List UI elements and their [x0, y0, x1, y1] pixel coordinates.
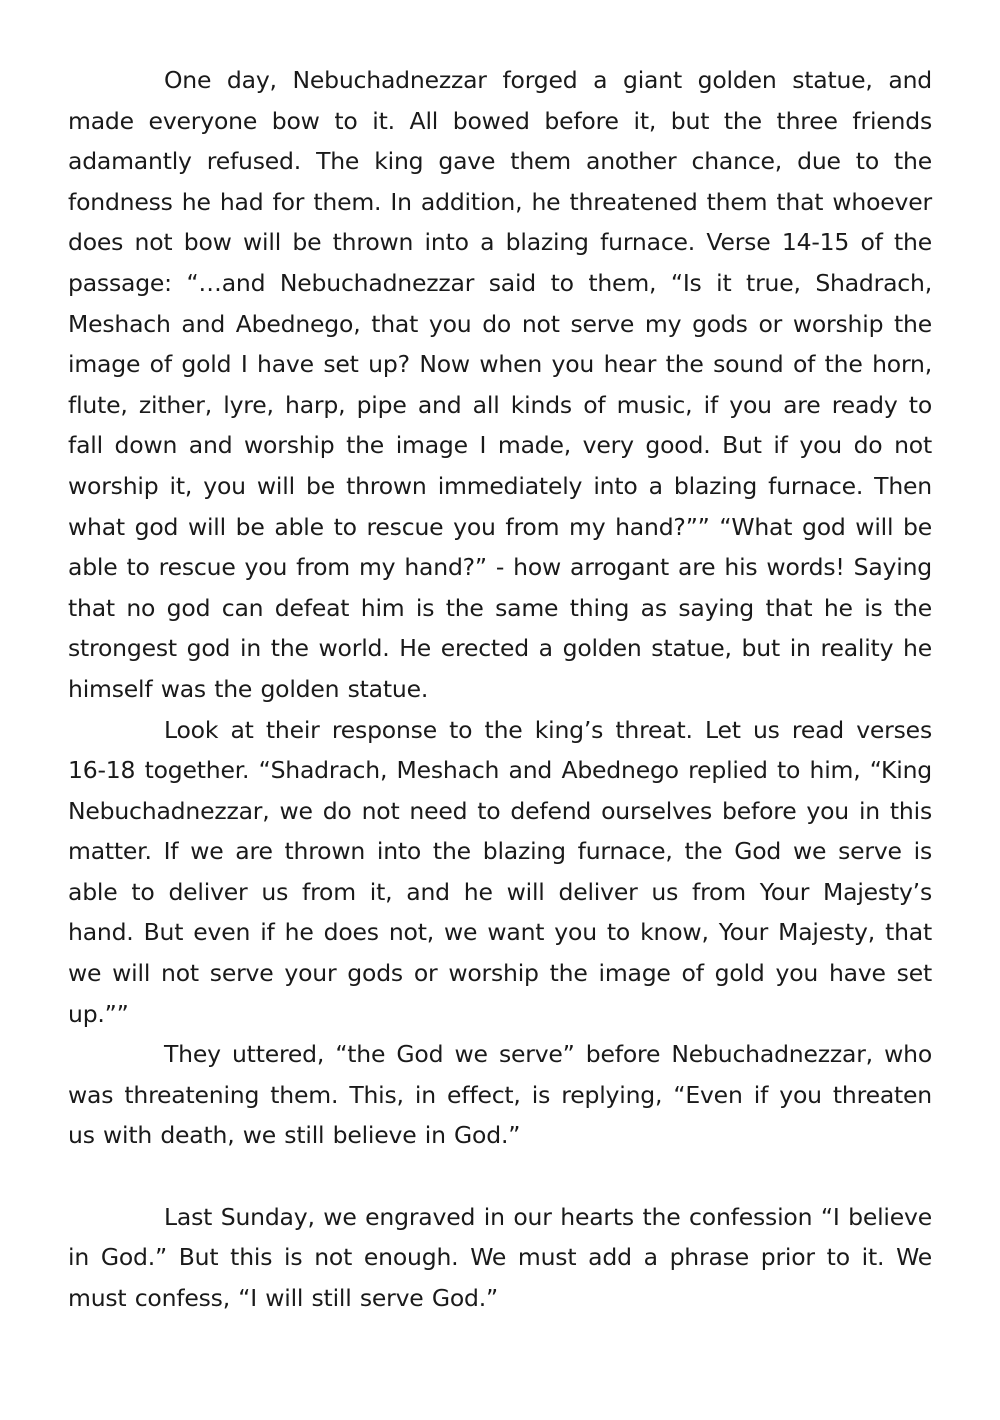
paragraph-golden-statue: One day, Nebuchadnezzar forged a giant golden statue, and made everyone bow to it. All bowed before it, but the three friends adamantly refused. The king gave them another chance, due to the fondness he had for them. In addition, he threatened them that whoever does not bow will be thrown into a blazing furnace. Verse 14-15 of the passage: “…and Nebuchadnezzar said to them, “Is it true, Shadrach, Meshach and Abednego, that you do not serve my gods or worship the image of gold I have set up? Now when you hear the sound of the horn, flute, zither, lyre, harp, pipe and all kinds of music, if you are ready to fall down and worship the image I made, very good. But if you do not worship it, you will be thrown immediately into a blazing furnace. Then what god will be able to rescue you from my hand?”” “What god will be able to rescue you from my hand?” - how arrogant are his words! Saying that no god can defeat him is the same thing as saying that he is the strongest god in the world. He erected a golden statue, but in reality he himself was the golden statue.: [68, 66, 932, 703]
paragraph-god-we-serve: They uttered, “the God we serve” before Nebuchadnezzar, who was threatening them. This, in effect, is replying, “Even if you threaten us with death, we still believe in God.”: [68, 1040, 932, 1150]
document-body: [68, 60, 932, 1318]
paragraph-confession: Last Sunday, we engraved in our hearts the confession “I believe in God.” But this is not enough. We must add a phrase prior to it. We must confess, “I will still serve God.”: [68, 1202, 932, 1312]
paragraph-response: Look at their response to the king’s threat. Let us read verses 16-18 together. “Shadrach, Meshach and Abednego replied to him, “King Nebuchadnezzar, we do not need to defend ourselves before you in this matter. If we are thrown into the blazing furnace, the God we serve is able to deliver us from it, and he will deliver us from Your Majesty’s hand. But even if he does not, we want you to know, Your Majesty, that we will not serve your gods or worship the image of gold you have set up.””: [68, 715, 932, 1028]
paragraph-spacer: [68, 1156, 932, 1197]
